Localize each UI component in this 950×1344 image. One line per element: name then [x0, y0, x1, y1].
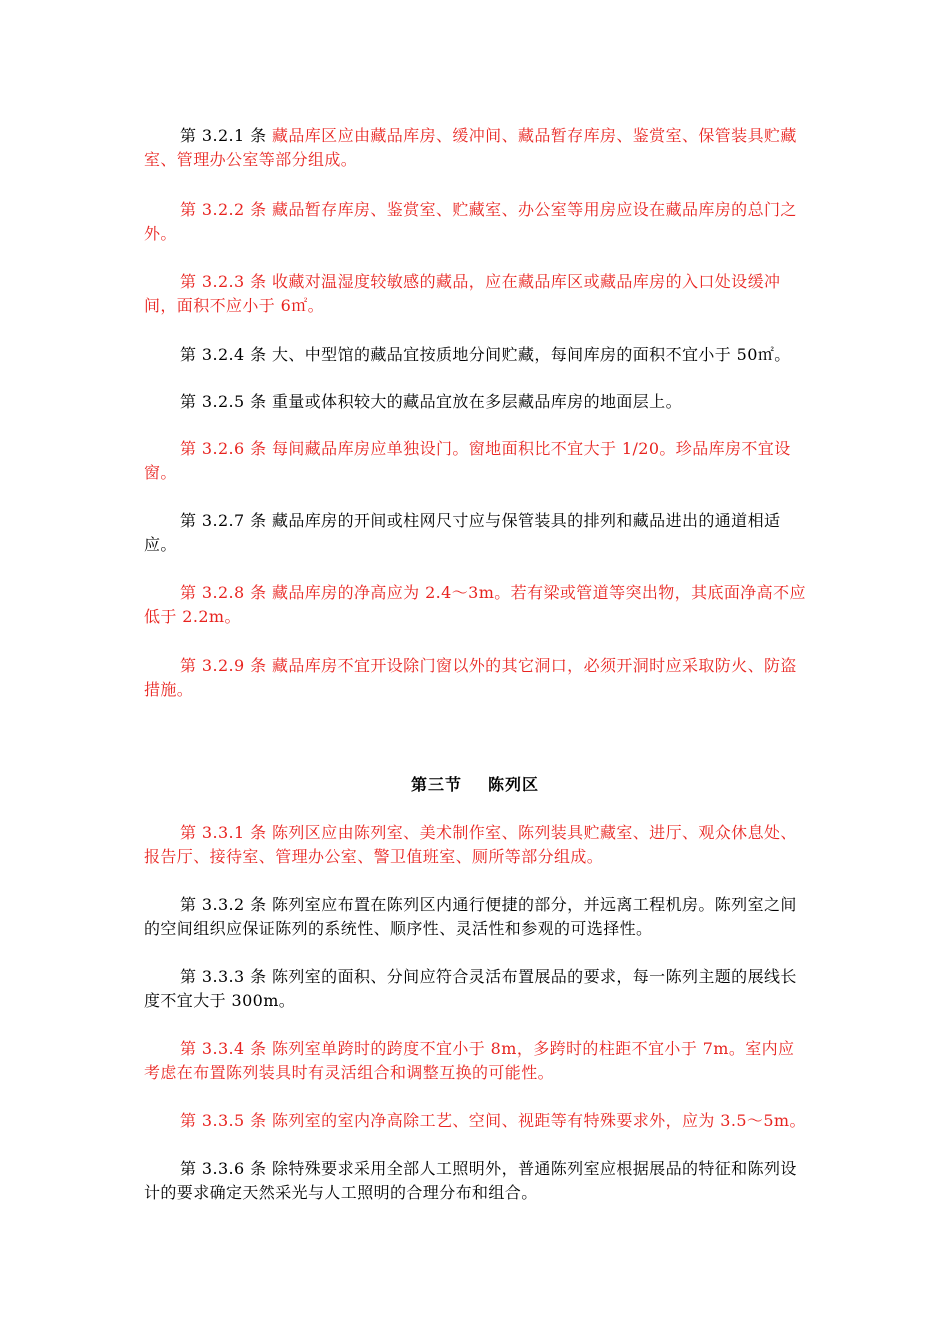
clause-text: 陈列区应由陈列室、美术制作室、陈列装具贮藏室、进厅、观众休息处、报告厅、接待室、管理办公室、警卫值班室、厕所等部分组成。 — [144, 823, 797, 866]
clause-id: 第 3.2.6 条 — [180, 439, 267, 458]
clause-text: 重量或体积较大的藏品宜放在多层藏品库房的地面层上。 — [271, 392, 682, 411]
clause-3-3-2 — [144, 893, 808, 941]
clause-id: 第 3.3.3 条 — [180, 967, 267, 986]
clause-3-2-1 — [144, 124, 808, 172]
clause-text: 藏品库房的开间或柱网尺寸应与保管装具的排列和藏品进出的通道相适应。 — [144, 511, 781, 554]
clause-3-2-9 — [144, 654, 808, 702]
clause-id: 第 3.2.4 条 — [180, 345, 267, 364]
clause-3-2-8 — [144, 581, 808, 629]
clause-3-2-2 — [144, 198, 808, 246]
clause-3-3-3 — [144, 965, 808, 1013]
clause-id: 第 3.3.2 条 — [180, 895, 267, 914]
clause-id: 第 3.3.5 条 — [180, 1111, 267, 1130]
section-number: 第三节 — [410, 775, 462, 794]
clause-text: 藏品库房不宜开设除门窗以外的其它洞口，必须开洞时应采取防火、防盗措施。 — [144, 656, 797, 699]
section-title: 陈列区 — [488, 775, 540, 794]
clause-id: 第 3.3.1 条 — [180, 823, 267, 842]
clause-text: 大、中型馆的藏品宜按质地分间贮藏，每间库房的面积不宜小于 50㎡。 — [271, 345, 791, 364]
clause-text: 陈列室应布置在陈列区内通行便捷的部分，并远离工程机房。陈列室之间的空间组织应保证陈列的系统性、顺序性、灵活性和参观的可选择性。 — [144, 895, 797, 938]
clause-id: 第 3.2.3 条 — [180, 272, 267, 291]
clause-3-3-4 — [144, 1037, 808, 1085]
clause-id: 第 3.2.5 条 — [180, 392, 267, 411]
clause-3-2-7 — [144, 509, 808, 557]
clause-3-2-5 — [144, 390, 808, 414]
clause-text: 藏品库区应由藏品库房、缓冲间、藏品暂存库房、鉴赏室、保管装具贮藏室、管理办公室等部分组成。 — [144, 126, 797, 169]
clause-text: 藏品暂存库房、鉴赏室、贮藏室、办公室等用房应设在藏品库房的总门之外。 — [144, 200, 797, 243]
clause-3-3-1 — [144, 821, 808, 869]
clause-3-2-4 — [144, 343, 808, 367]
clause-3-2-3 — [144, 270, 808, 318]
clause-id: 第 3.2.9 条 — [180, 656, 267, 675]
clause-text: 藏品库房的净高应为 2.4～3m。若有梁或管道等突出物，其底面净高不应低于 2.2m。 — [144, 583, 806, 626]
clause-3-2-6 — [144, 437, 808, 485]
clause-id: 第 3.3.6 条 — [180, 1159, 267, 1178]
clause-text: 陈列室的面积、分间应符合灵活布置展品的要求，每一陈列主题的展线长度不宜大于 300m。 — [144, 967, 797, 1010]
clause-id: 第 3.2.7 条 — [180, 511, 267, 530]
clause-text: 陈列室的室内净高除工艺、空间、视距等有特殊要求外，应为 3.5～5m。 — [271, 1111, 806, 1130]
clause-text: 除特殊要求采用全部人工照明外，普通陈列室应根据展品的特征和陈列设计的要求确定天然采光与人工照明的合理分布和组合。 — [144, 1159, 797, 1202]
clause-3-3-5 — [144, 1109, 808, 1133]
clause-id: 第 3.3.4 条 — [180, 1039, 267, 1058]
clause-id: 第 3.2.1 条 — [180, 126, 267, 145]
section-heading — [0, 773, 950, 797]
clause-text: 每间藏品库房应单独设门。窗地面积比不宜大于 1/20。珍品库房不宜设窗。 — [144, 439, 791, 482]
clause-id: 第 3.2.2 条 — [180, 200, 267, 219]
clause-text: 收藏对温湿度较敏感的藏品，应在藏品库区或藏品库房的入口处设缓冲间，面积不应小于 6㎡。 — [144, 272, 781, 315]
clause-text: 陈列室单跨时的跨度不宜小于 8m，多跨时的柱距不宜小于 7m。室内应考虑在布置陈列装具时有灵活组合和调整互换的可能性。 — [144, 1039, 795, 1082]
clause-id: 第 3.2.8 条 — [180, 583, 267, 602]
clause-3-3-6 — [144, 1157, 808, 1205]
